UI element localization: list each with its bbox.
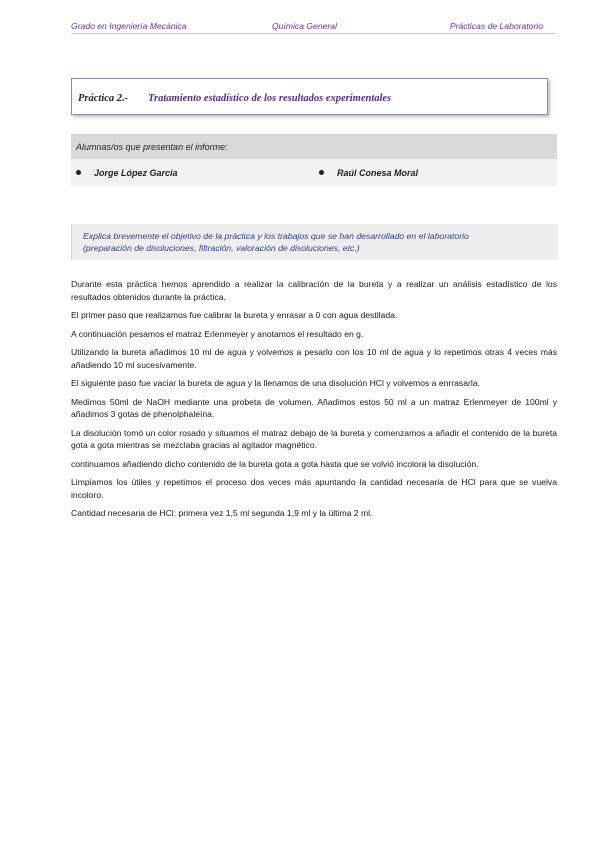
students-label: Alumnas/os que presentan el informe: — [76, 142, 228, 152]
objective-line-2: (preparación de disoluciones, filtración, valoración de disoluciones, etc.) — [83, 243, 360, 253]
header-subject: Química General — [272, 21, 337, 31]
paragraph: La disolución tomó un color rosado y situamos el matraz debajo de la bureta y comenzamos a añadir el contenido de la bureta gota a gota mientras se mezclaba gracias al agitador magnético. — [71, 427, 557, 450]
student-name: Jorge López García — [94, 168, 178, 178]
students-section — [71, 134, 557, 186]
practice-title-box — [71, 78, 548, 115]
header-section: Prácticas de Laboratorio — [449, 21, 543, 31]
paragraph: Cantidad necesaria de HCl: primera vez 1,5 ml segunda 1,9 ml y la última 2 ml. — [71, 508, 373, 518]
paragraph: Utilizando la bureta añadimos 10 ml de agua y volvemos a pesarlo con los 10 ml de agua y lo repetimos otras 4 veces más añadiendo 10 ml sucesivamente. — [71, 347, 557, 370]
paragraph: El primer paso que realizamos fue calibrar la bureta y enrasar a 0 con agua destilada. — [71, 310, 398, 320]
page-header — [71, 18, 556, 34]
student-item — [319, 168, 418, 178]
paragraph: El siguiente paso fue vaciar la bureta de agua y la llenamos de una disolución HCl y volvemos a enrrasarla. — [71, 378, 480, 388]
student-name: Raúl Conesa Moral — [337, 168, 419, 178]
objective-line-1: Explica brevemente el objetivo de la práctica y los trabajos que se han desarrollado en el laboratorio — [83, 231, 469, 241]
header-degree: Grado en Ingeniería Mecánica — [71, 21, 187, 31]
paragraph: continuamos añadiendo dicho contenido de la bureta gota a gota hasta que se volvió incolora la disolución. — [71, 458, 479, 469]
paragraph: Limpiamos los útiles y repetimos el proceso dos veces más apuntando la cantidad necesaria de HCl para que se vuelva incoloro. — [71, 477, 557, 500]
objective-instructions — [71, 224, 558, 260]
practice-title: Tratamiento estadístico de los resultados experimentales — [148, 93, 392, 104]
bullet-icon — [319, 170, 324, 175]
student-item — [76, 168, 178, 178]
report-body — [71, 278, 557, 526]
paragraph: A continuación pesamos el matraz Erlenmeyer y anotamos el resultado en g. — [71, 328, 364, 339]
students-label-band — [71, 134, 557, 159]
bullet-icon — [76, 170, 81, 175]
paragraph: Durante esta práctica hemos aprendido a realizar la calibración de la bureta y a realizar un análisis estadístico de los resultados obtenidos durante la práctica. — [71, 279, 557, 302]
paragraph: Medimos 50ml de NaOH mediante una probeta de volumen. Añadimos estos 50 ml a un matraz Erlenmeyer de 100ml y añadimos 3 gotas de phenolphaleína. — [71, 396, 557, 419]
practice-number: Práctica 2.- — [78, 93, 129, 104]
